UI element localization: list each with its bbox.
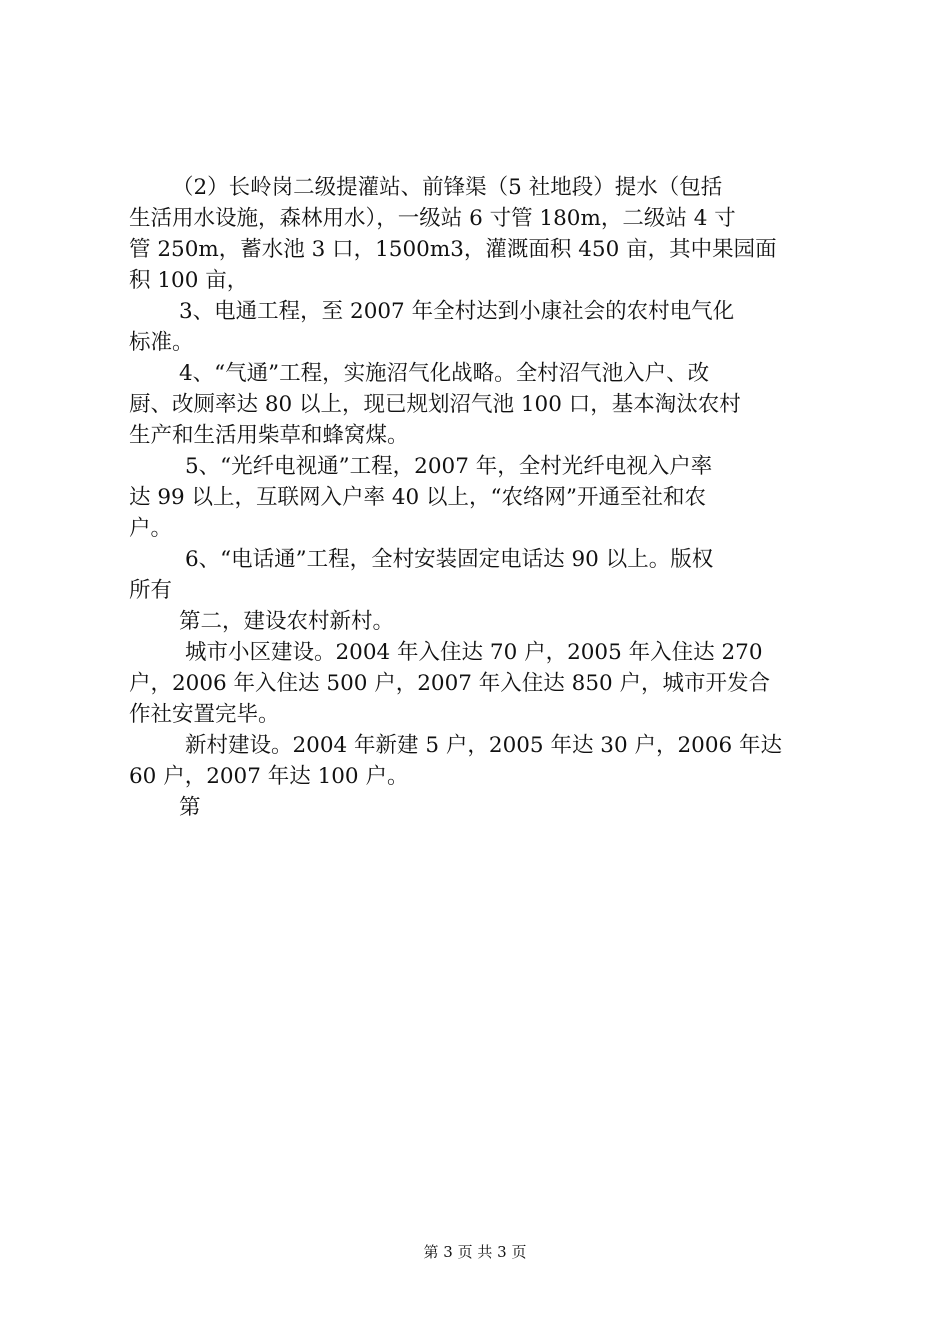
text-line: （2）长岭岗二级提灌站、前锋渠（5 社地段）提水（包括 [172, 175, 723, 200]
text-line: 标准。 [129, 330, 194, 355]
text-line: 积 100 亩， [129, 268, 249, 293]
text-line: 厨、改厕率达 80 以上，现已规划沼气池 100 口，基本淘汰农村 [129, 392, 741, 417]
text-line: 3、电通工程，至 2007 年全村达到小康社会的农村电气化 [179, 299, 735, 324]
text-line: 户，2006 年入住达 500 户，2007 年入住达 850 户，城市开发合 [129, 671, 771, 696]
text-line: 60 户，2007 年达 100 户。 [129, 764, 409, 789]
text-line: 达 99 以上，互联网入户率 40 以上，“农络网”开通至社和农 [129, 485, 707, 510]
text-line: 4、“气通”工程，实施沼气化战略。全村沼气池入户、改 [179, 361, 710, 386]
section-heading: 第二，建设农村新村。 [179, 609, 395, 634]
text-line: 作社安置完毕。 [129, 702, 280, 727]
text-line: 新村建设。2004 年新建 5 户，2005 年达 30 户，2006 年达 [185, 733, 783, 758]
text-line: 生产和生活用柴草和蜂窝煤。 [129, 423, 409, 448]
text-line: 6、“电话通”工程，全村安装固定电话达 90 以上。版权 [185, 547, 714, 572]
text-line: 所有 [129, 578, 173, 603]
text-line: 第 [179, 795, 201, 820]
text-line: 城市小区建设。2004 年入住达 70 户，2005 年入住达 270 [185, 640, 763, 665]
text-line: 户。 [129, 516, 173, 541]
text-line: 5、“光纤电视通”工程，2007 年，全村光纤电视入户率 [185, 454, 713, 479]
page-footer: 第 3 页 共 3 页 [423, 1243, 527, 1261]
text-line: 管 250m，蓄水池 3 口，1500m3，灌溉面积 450 亩，其中果园面 [129, 237, 777, 262]
text-line: 生活用水设施，森林用水），一级站 6 寸管 180m，二级站 4 寸 [129, 206, 736, 231]
document-body [129, 172, 831, 823]
